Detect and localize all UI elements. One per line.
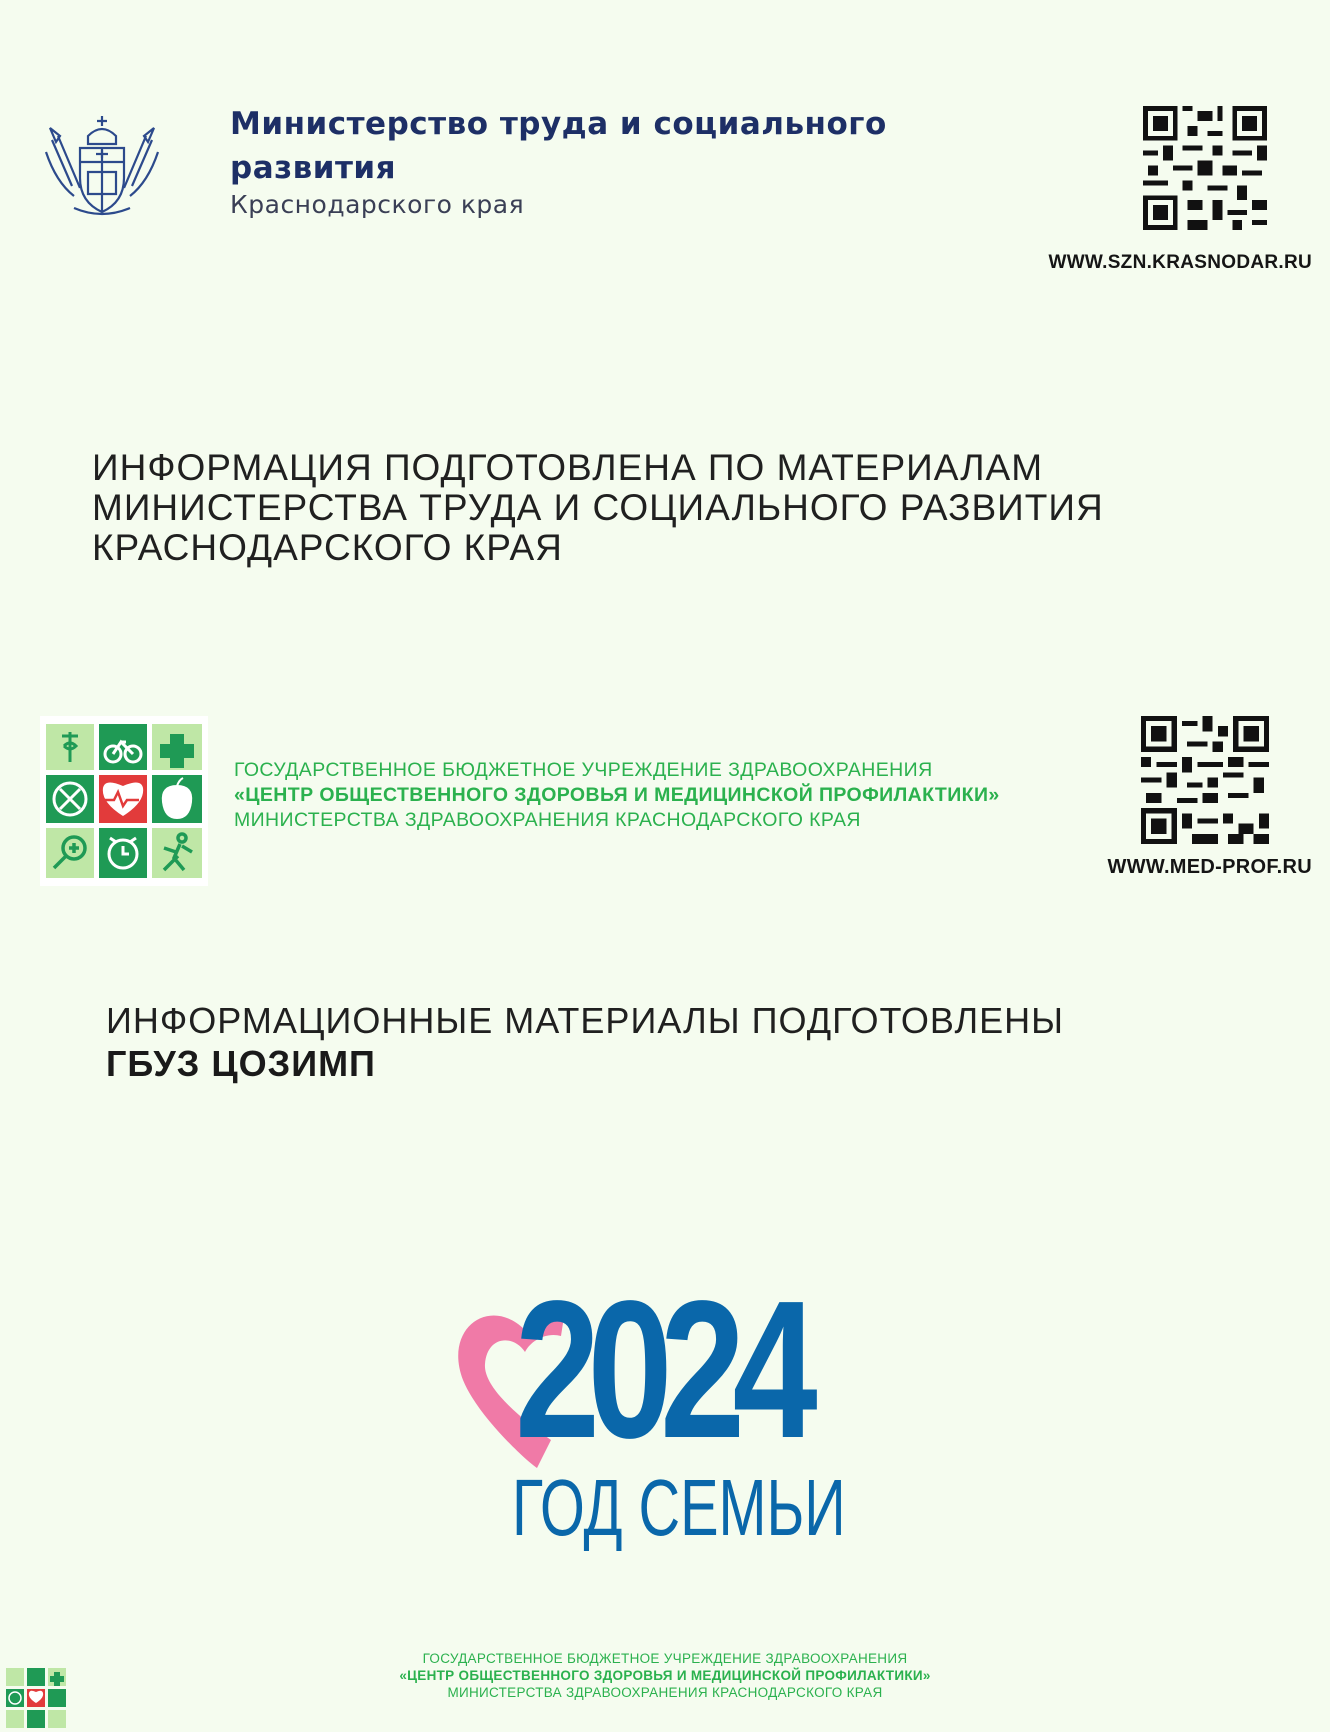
health-center-grid-logo-icon — [40, 716, 208, 886]
footer-organization — [0, 1650, 1330, 1701]
qr-code-icon[interactable] — [1143, 106, 1267, 230]
footer-line-1: ГОСУДАРСТВЕННОЕ БЮДЖЕТНОЕ УЧРЕЖДЕНИЕ ЗДРАВООХРАНЕНИЯ — [422, 1651, 908, 1666]
prepared-by-organization: ГБУЗ ЦОЗИМП — [106, 1043, 376, 1084]
info-statement — [92, 448, 1292, 568]
center-line-1: ГОСУДАРСТВЕННОЕ БЮДЖЕТНОЕ УЧРЕЖДЕНИЕ ЗДРАВООХРАНЕНИЯ — [234, 759, 933, 781]
footer-line-2: «ЦЕНТР ОБЩЕСТВЕННОГО ЗДОРОВЬЯ И МЕДИЦИНСКОЙ ПРОФИЛАКТИКИ» — [399, 1668, 931, 1683]
info-line-1: ИНФОРМАЦИЯ ПОДГОТОВЛЕНА ПО МАТЕРИАЛАМ — [92, 447, 1044, 488]
health-center-name — [234, 758, 1000, 833]
center-line-3: МИНИСТЕРСТВА ЗДРАВООХРАНЕНИЯ КРАСНОДАРСКОГО КРАЯ — [234, 809, 861, 831]
year-caption: ГОД СЕМЬИ — [512, 1463, 846, 1552]
krasnodar-coat-of-arms-icon — [44, 112, 160, 222]
ministry-title-line-2: развития — [230, 150, 397, 186]
footer-line-3: МИНИСТЕРСТВА ЗДРАВООХРАНЕНИЯ КРАСНОДАРСКОГО КРАЯ — [447, 1685, 883, 1700]
ministry-subtitle: Краснодарского края — [230, 190, 525, 219]
ministry-title-line-1: Министерство труда и социального — [230, 106, 887, 142]
center-line-2: «ЦЕНТР ОБЩЕСТВЕННОГО ЗДОРОВЬЯ И МЕДИЦИНСКОЙ ПРОФИЛАКТИКИ» — [234, 784, 1000, 806]
health-center-website-link[interactable]: WWW.MED-PROF.RU — [1107, 856, 1312, 878]
year-number: 2024 — [515, 1260, 806, 1479]
info-line-2: МИНИСТЕРСТВА ТРУДА И СОЦИАЛЬНОГО РАЗВИТИЯ — [92, 487, 1104, 528]
ministry-title — [230, 102, 950, 190]
info-line-3: КРАСНОДАРСКОГО КРАЯ — [92, 527, 563, 568]
qr-code-icon[interactable] — [1141, 716, 1269, 844]
ministry-website-link[interactable]: WWW.SZN.KRASNODAR.RU — [1048, 252, 1312, 273]
prepared-by-statement: ИНФОРМАЦИОННЫЕ МАТЕРИАЛЫ ПОДГОТОВЛЕНЫ — [106, 1000, 1065, 1041]
